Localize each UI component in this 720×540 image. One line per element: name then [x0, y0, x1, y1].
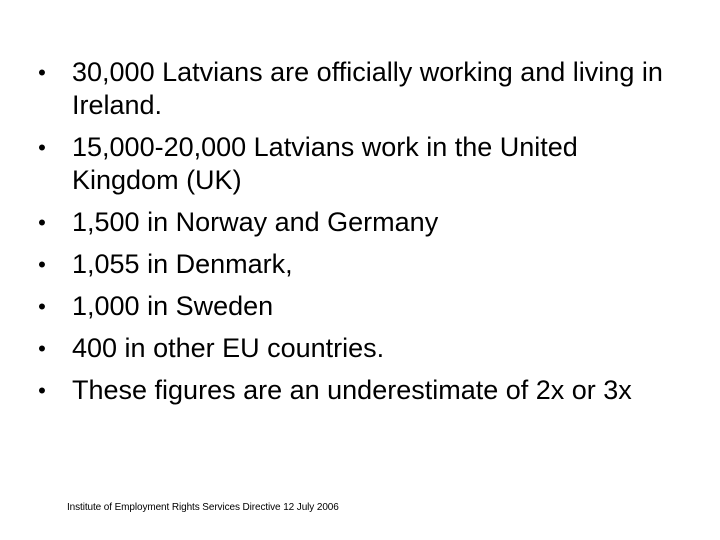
bullet-dot-icon: •	[38, 252, 46, 277]
bullet-text: These figures are an underestimate of 2x or 3x	[72, 375, 632, 405]
bullet-item-sweden	[32, 290, 682, 323]
bullet-text: 1,055 in Denmark,	[72, 249, 293, 279]
bullet-item-ireland	[32, 56, 682, 122]
bullet-dot-icon: •	[38, 378, 46, 403]
bullet-dot-icon: •	[38, 135, 46, 160]
bullet-item-uk	[32, 131, 682, 197]
bullet-text: 400 in other EU countries.	[72, 333, 385, 363]
bullet-list	[32, 56, 682, 416]
bullet-item-denmark	[32, 248, 682, 281]
bullet-text: 30,000 Latvians are officially working and living in Ireland.	[72, 57, 663, 120]
bullet-text: 1,000 in Sweden	[72, 291, 274, 321]
bullet-dot-icon: •	[38, 336, 46, 361]
bullet-dot-icon: •	[38, 60, 46, 85]
bullet-text: 15,000-20,000 Latvians work in the United Kingdom (UK)	[72, 132, 578, 195]
bullet-text: 1,500 in Norway and Germany	[72, 207, 439, 237]
bullet-item-other-eu	[32, 332, 682, 365]
bullet-dot-icon: •	[38, 210, 46, 235]
source-footnote: Institute of Employment Rights Services Directive 12 July 2006	[67, 502, 339, 513]
bullet-item-underestimate	[32, 374, 682, 407]
bullet-item-norway-germany	[32, 206, 682, 239]
bullet-dot-icon: •	[38, 294, 46, 319]
